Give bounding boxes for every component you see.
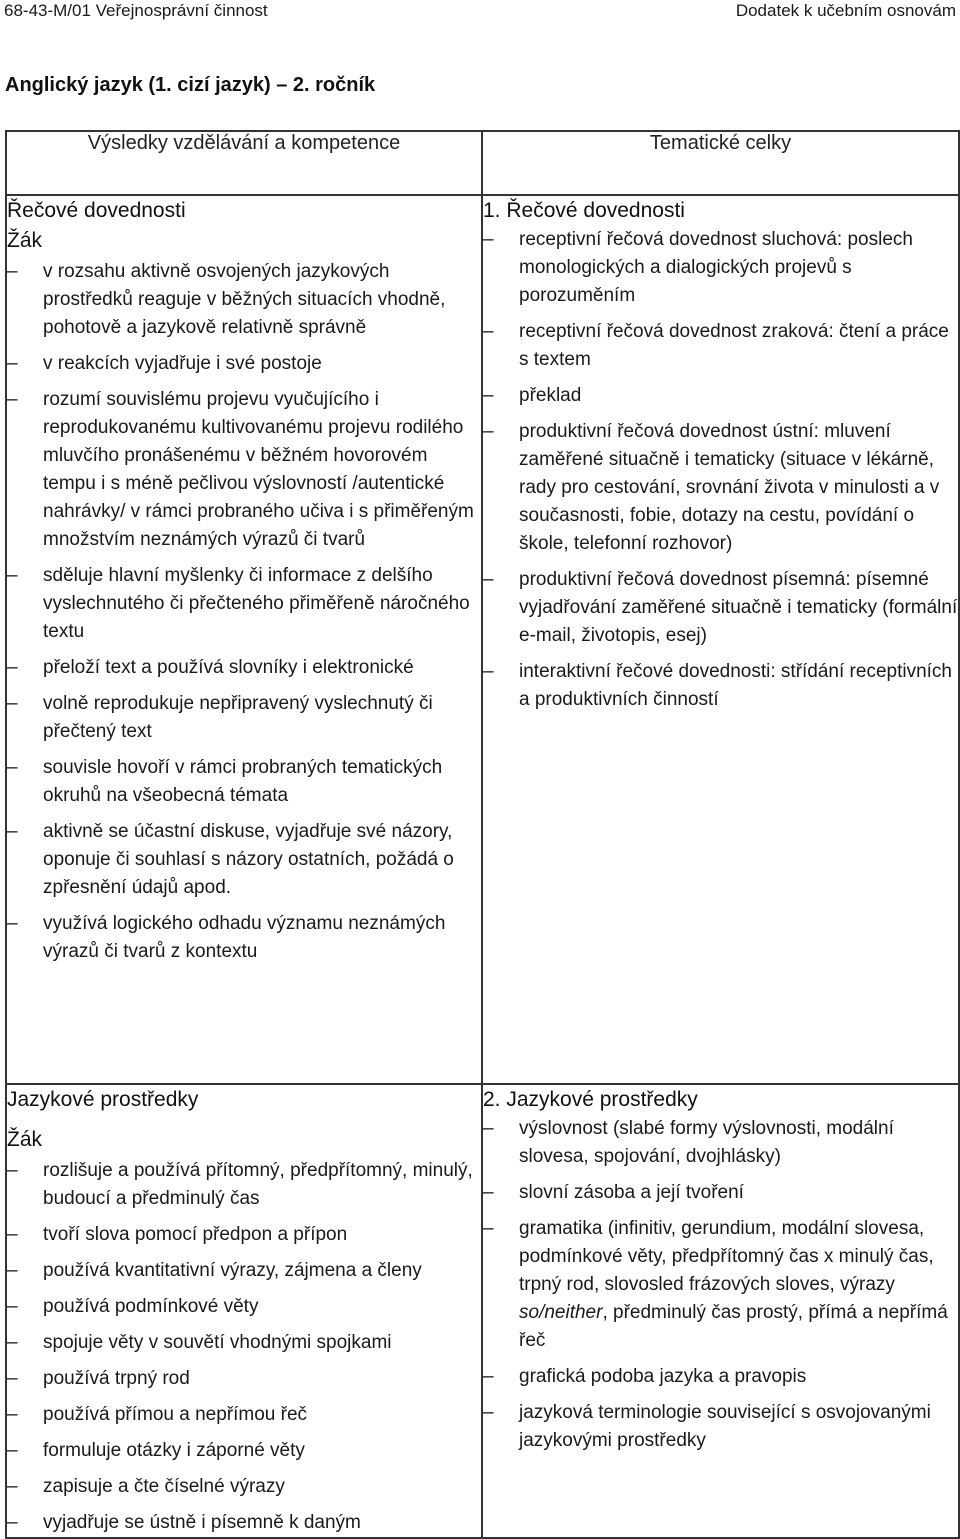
list-item: – interaktivní řečové dovednosti: střídání receptivních a produktivních činností xyxy=(483,658,958,714)
list-item: – aktivně se účastní diskuse, vyjadřuje své názory, oponuje či souhlasí s názory ostatních, požádá o zpřesnění údajů apod. xyxy=(7,818,481,902)
grammar-text: gramatika (infinitiv, gerundium, modální slovesa, podmínkové věty, předpřítomný čas x minulý čas, trpný rod, slovosled frázových sloves, výrazy xyxy=(519,1218,934,1295)
outcomes-speech-cell xyxy=(6,195,482,1084)
topics-speech-cell xyxy=(482,195,959,1084)
list-item: – spojuje věty v souvětí vhodnými spojkami xyxy=(7,1329,481,1357)
list-item-grammar xyxy=(483,1215,958,1355)
list-item: – sděluje hlavní myšlenky či informace z delšího vyslechnutého či přečteného přiměřeně náročného textu xyxy=(7,562,481,646)
section-heading: Řečové dovednosti xyxy=(7,199,186,222)
list-item: – tvoří slova pomocí předpon a přípon xyxy=(7,1221,481,1249)
section-heading: 2. Jazykové prostředky xyxy=(483,1088,698,1111)
list-item: – používá kvantitativní výrazy, zájmena a členy xyxy=(7,1257,481,1285)
list-item: – překlad xyxy=(483,382,958,410)
outcome-list xyxy=(7,1157,481,1537)
topic-list xyxy=(483,226,958,714)
page-title: Anglický jazyk (1. cizí jazyk) – 2. ročník xyxy=(5,74,376,96)
list-item: – využívá logického odhadu významu neznámých výrazů či tvarů z kontextu xyxy=(7,910,481,966)
list-item: – výslovnost (slabé formy výslovnosti, modální slovesa, spojování, dvojhlásky) xyxy=(483,1115,958,1171)
grammar-italic-term: so/neither xyxy=(519,1302,603,1323)
header-right: Dodatek k učebním osnovám xyxy=(735,1,956,20)
list-item: – produktivní řečová dovednost písemná: písemné vyjadřování zaměřené situačně i tematicky (formální e-mail, životopis, esej) xyxy=(483,566,958,650)
topic-list xyxy=(483,1115,958,1455)
grammar-text-end: , předminulý čas prostý, přímá a nepřímá řeč xyxy=(519,1302,948,1351)
list-item: – produktivní řečová dovednost ústní: mluvení zaměřené situačně i tematicky (situace v lékárně, rady pro cestování, srovnání života v minulosti a v současnosti, fobie, dotazy na cestu, povídání o škole, telefonní rozhovor) xyxy=(483,418,958,558)
outcomes-language-cell xyxy=(6,1084,482,1538)
table-row xyxy=(6,195,959,1084)
column-header-outcomes: Výsledky vzdělávání a kompetence xyxy=(6,131,482,195)
curriculum-table xyxy=(5,130,960,1539)
list-item: – v reakcích vyjadřuje i své postoje xyxy=(7,350,481,378)
list-item: – souvisle hovoří v rámci probraných tematických okruhů na všeobecná témata xyxy=(7,754,481,810)
list-item: – rozlišuje a používá přítomný, předpřítomný, minulý, budoucí a předminulý čas xyxy=(7,1157,481,1213)
list-item: – rozumí souvislému projevu vyučujícího i reprodukovanému kultivovanému projevu rodilého mluvčího pronášenému v běžném hovorovém tempu i s méně pečlivou výslovností /autentické nahrávky/ v rámci probraného učiva i s přiměřeným množstvím neznámých výrazů či tvarů xyxy=(7,386,481,554)
list-item: – slovní zásoba a její tvoření xyxy=(483,1179,958,1207)
table-header-row xyxy=(6,131,959,195)
list-item: – volně reprodukuje nepřipravený vyslechnutý či přečtený text xyxy=(7,690,481,746)
list-item: – receptivní řečová dovednost sluchová: poslech monologických a dialogických projevů s porozuměním xyxy=(483,226,958,310)
section-subject: Žák xyxy=(7,1128,43,1151)
list-item: – jazyková terminologie související s osvojovanými jazykovými prostředky xyxy=(483,1399,958,1455)
section-heading: Jazykové prostředky xyxy=(7,1088,199,1111)
list-item: – receptivní řečová dovednost zraková: čtení a práce s textem xyxy=(483,318,958,374)
topics-language-cell xyxy=(482,1084,959,1538)
section-subject: Žák xyxy=(7,229,43,252)
list-item: – používá přímou a nepřímou řeč xyxy=(7,1401,481,1429)
table-row xyxy=(6,1084,959,1538)
section-heading: 1. Řečové dovednosti xyxy=(483,199,685,222)
list-item: – přeloží text a používá slovníky i elektronické xyxy=(7,654,481,682)
list-item: – grafická podoba jazyka a pravopis xyxy=(483,1363,958,1391)
list-item: – vyjadřuje se ústně i písemně k daným xyxy=(7,1509,481,1537)
list-item: – v rozsahu aktivně osvojených jazykových prostředků reaguje v běžných situacích vhodně, pohotově a jazykově relativně správně xyxy=(7,258,481,342)
list-item: – formuluje otázky i záporné věty xyxy=(7,1437,481,1465)
list-item: – používá podmínkové věty xyxy=(7,1293,481,1321)
list-item: – používá trpný rod xyxy=(7,1365,481,1393)
list-item: – zapisuje a čte číselné výrazy xyxy=(7,1473,481,1501)
header-left: 68-43-M/01 Veřejnosprávní činnost xyxy=(4,1,268,20)
outcome-list xyxy=(7,258,481,966)
page-header xyxy=(0,0,960,26)
column-header-topics: Tematické celky xyxy=(482,131,959,195)
